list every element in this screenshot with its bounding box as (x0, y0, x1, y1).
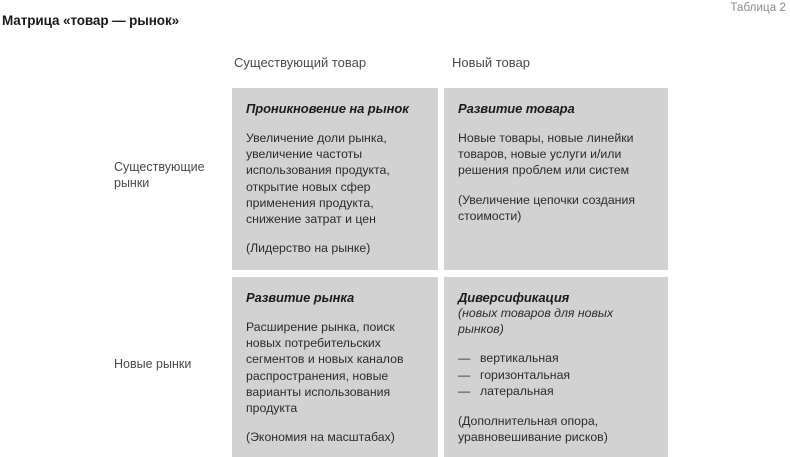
em-dash-bullet: — (458, 367, 471, 382)
cell-title-market-development: Развитие рынка (246, 290, 355, 305)
cell-title-diversification: Диверсификация (458, 290, 570, 305)
matrix-column-headers (0, 48, 790, 88)
list-item (458, 367, 652, 384)
list-item-label: латеральная (480, 384, 554, 399)
em-dash-bullet: — (458, 384, 471, 399)
cell-note-product-development: (Увеличение цепочки создания стоимости) (458, 192, 635, 223)
row-header-existing-markets: Существующие рынки (114, 160, 205, 190)
matrix-cell-market-development (232, 277, 438, 457)
diversification-type-list (458, 350, 652, 400)
em-dash-bullet: — (458, 351, 471, 365)
list-item-label: вертикальная (480, 351, 559, 365)
matrix-cell-diversification (444, 277, 668, 457)
cell-note-market-development: (Экономия на масштабах) (246, 430, 395, 445)
column-header-new-product: Новый товар (452, 55, 530, 70)
matrix-cell-market-penetration (232, 88, 438, 270)
cell-subtitle-diversification: (новых товаров для новых рынков) (458, 306, 614, 336)
matrix-cell-product-development (444, 88, 668, 270)
cell-title-market-penetration: Проникновение на рынок (246, 101, 409, 116)
page-title: Матрица «товар — рынок» (2, 13, 180, 28)
table-caption-label: Таблица 2 (730, 2, 786, 14)
list-item (458, 383, 652, 400)
cell-title-product-development: Развитие товара (458, 101, 575, 116)
cell-body-product-development: Новые товары, новые линейки товаров, новые услуги и/или решения проблем или систем (458, 131, 634, 178)
cell-body-market-penetration: Увеличение доли рынка, увеличение частоты использования продукта, открытие новых сфер применения продукта, снижение затрат и цен (246, 131, 390, 227)
list-item-label: горизонтальная (480, 367, 571, 382)
cell-note-diversification: (Дополнительная опора, уравновешивание рисков) (458, 413, 608, 444)
row-header-new-markets: Новые рынки (114, 357, 192, 371)
cell-body-market-development: Расширение рынка, поиск новых потребительских сегментов и новых каналов распространения, новые варианты использования продукта (246, 320, 404, 416)
cell-note-market-penetration: (Лидерство на рынке) (246, 241, 371, 256)
list-item (458, 350, 652, 367)
column-header-existing-product: Существующий товар (234, 55, 367, 70)
